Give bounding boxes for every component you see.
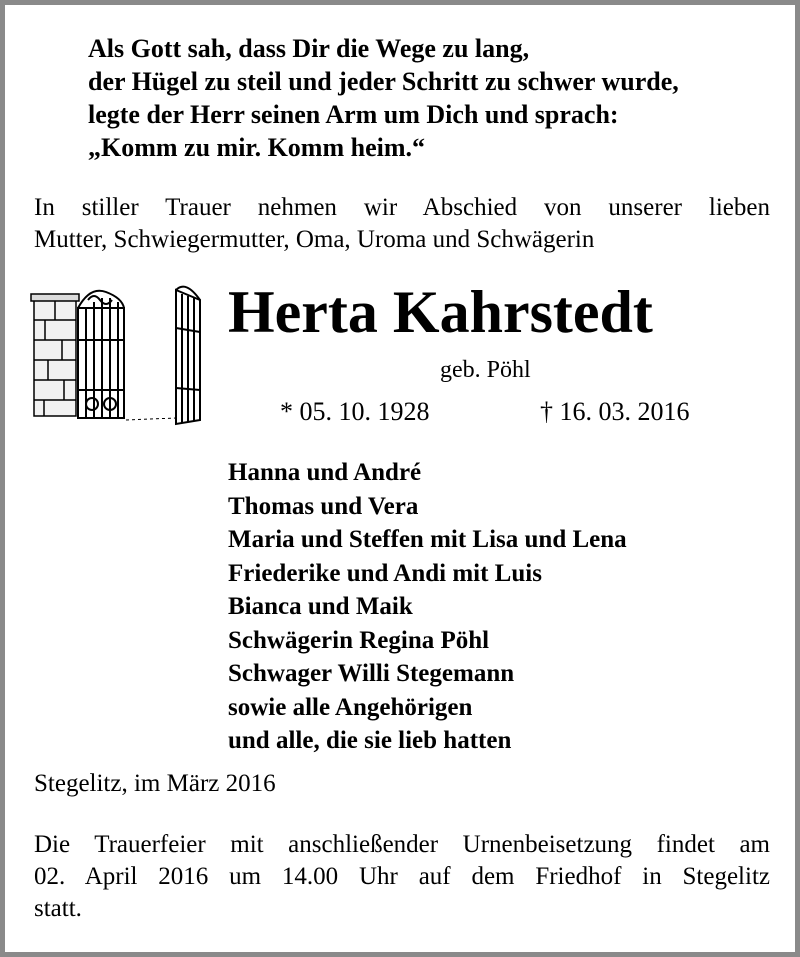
place-and-date: Stegelitz, im März 2016: [34, 770, 276, 797]
funeral-line: Die Trauerfeier mit anschließender Urnenbeisetzung findet am: [34, 831, 770, 858]
birth-date: * 05. 10. 1928: [280, 397, 430, 426]
intro-line: Mutter, Schwiegermutter, Oma, Uroma und Schwägerin: [34, 226, 595, 253]
mourner-line: Schwägerin Regina Pöhl: [228, 626, 490, 654]
poem-line: „Komm zu mir. Komm heim.“: [88, 133, 425, 162]
funeral-line: statt.: [34, 895, 82, 922]
poem-line: legte der Herr seinen Arm um Dich und sprach:: [88, 100, 619, 129]
deceased-name: Herta Kahrstedt: [228, 279, 653, 345]
mourner-line: Thomas und Vera: [228, 492, 419, 520]
mourners-list: [228, 456, 768, 758]
death-date: † 16. 03. 2016: [540, 397, 690, 426]
funeral-notice: [34, 829, 770, 925]
mourner-line: Friederike und Andi mit Luis: [228, 559, 542, 587]
mourner-line: Bianca und Maik: [228, 593, 413, 620]
intro-text: [34, 192, 770, 256]
intro-line: In stiller Trauer nehmen wir Abschied von unserer lieben: [34, 194, 770, 221]
mourner-line: Schwager Willi Stegemann: [228, 660, 515, 687]
poem-line: der Hügel zu steil und jeder Schritt zu schwer wurde,: [88, 67, 679, 96]
mourner-line: sowie alle Angehörigen: [228, 693, 473, 721]
cemetery-gate-icon: [30, 278, 210, 428]
mourner-line: und alle, die sie lieb hatten: [228, 727, 512, 754]
poem: [88, 32, 768, 164]
maiden-name: geb. Pöhl: [440, 357, 531, 383]
poem-line: Als Gott sah, dass Dir die Wege zu lang,: [88, 34, 530, 63]
funeral-line: 02. April 2016 um 14.00 Uhr auf dem Friedhof in Stegelitz: [34, 863, 770, 890]
mourner-line: Maria und Steffen mit Lisa und Lena: [228, 526, 627, 553]
mourner-line: Hanna und André: [228, 459, 422, 486]
